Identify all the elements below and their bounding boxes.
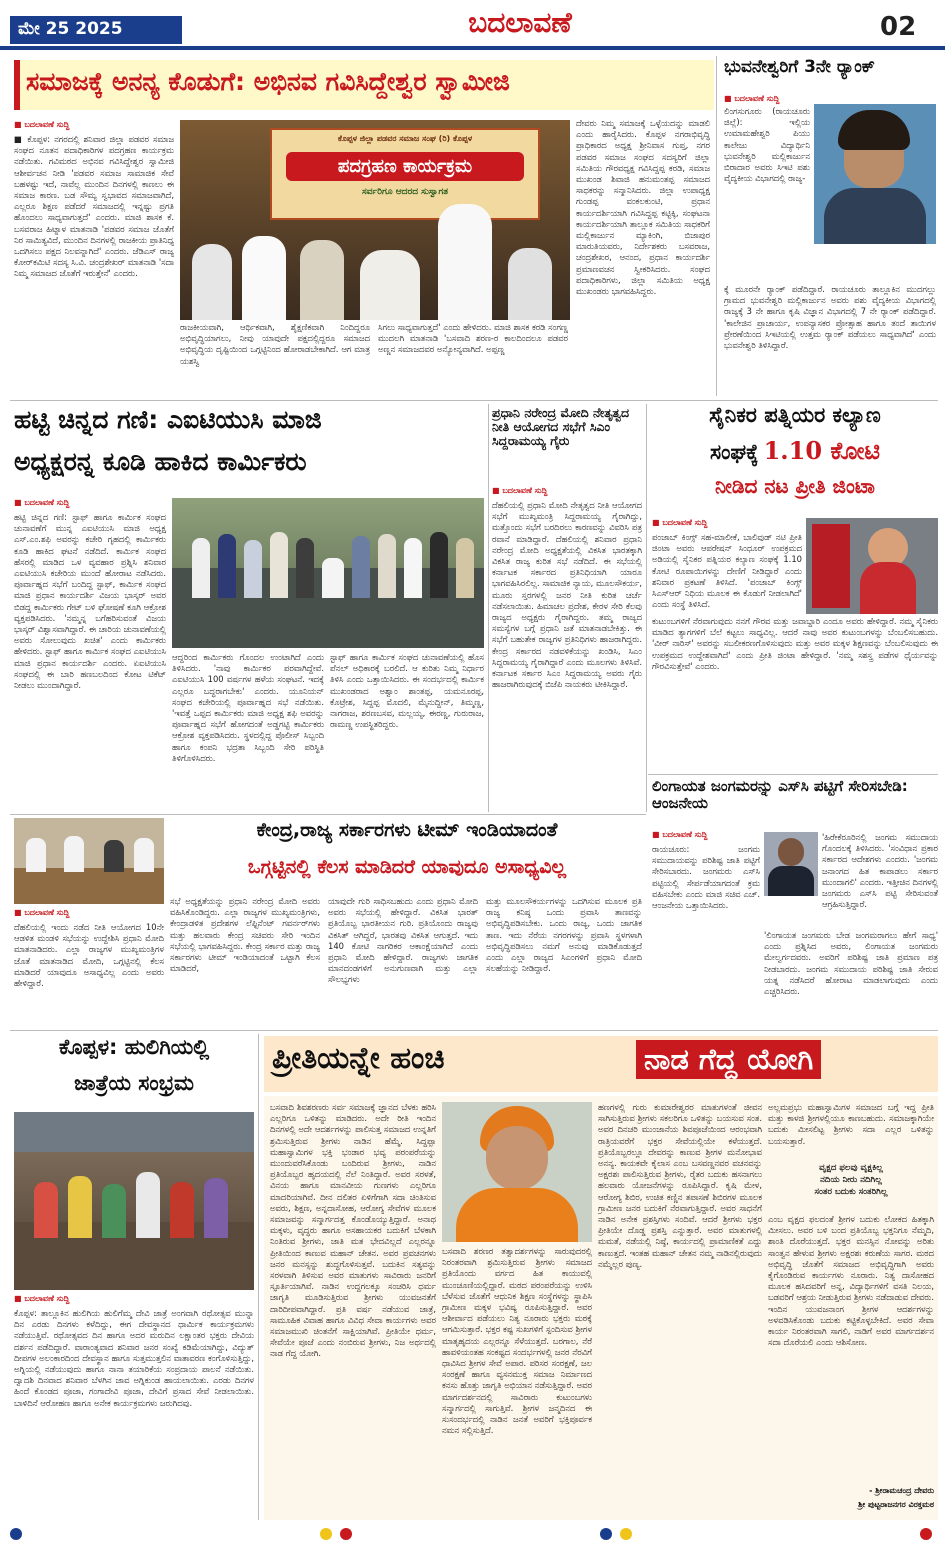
photo-banner-sub: ಸರ್ವರಿಗೂ ಆದರದ ಸುಸ್ವಾಗತ bbox=[361, 187, 449, 197]
story5-headline-1: ಸೈನಿಕರ ಪತ್ನಿಯರ ಕಲ್ಯಾಣ bbox=[709, 403, 881, 427]
story5-photo bbox=[806, 518, 938, 614]
story2-photo bbox=[814, 104, 936, 244]
masthead-rule bbox=[0, 46, 945, 50]
story1-col1: ■ ಕೊಪ್ಪಳ: ನಗರದಲ್ಲಿ ಶನಿವಾರ ಜಿಲ್ಲಾ ಪಡವರ ಸಮಾಜ ಸಂಘದ ನೂತನ ಪದಾಧಿಕಾರಿಗಳ ಪದಗ್ರಹಣ ಕಾರ್ಯಕ್ರಮ ನಡೆಯಿತು. ಗವಿಮಠದ ಅಭಿನವ ಗವಿಸಿದ್ದೇಶ್ವರ ಸ್ವಾಮೀಜಿ ಆಶೀರ್ವಚನ ನೀಡಿ 'ಪಡವರ ಸಮಾಜ ಸಾಮಾಜಿಕ ಸೇವೆ ಬಹಳಷ್ಟು ಇದೆ, ನಾವೆಲ್ಲ ಮುಂದಿನ ದಿನಗಳಲ್ಲಿ ಕಾಣಲು ಈ ಸಮಾಜ ಕಾರಣ. ಬಡ ಸೌಮ್ಯ ಸ್ವಭಾವದ ಸಮಾಜವಾಗಿದೆ, ಎಲ್ಲರೂ ಶಿಕ್ಷಣ ಪಡೆದರೆ ಸಮಾಜದಲ್ಲಿ ಇನ್ನಷ್ಟು ಪ್ರಗತಿ ಹೊಂದಲು ಸಾಧ್ಯವಾಗುತ್ತದೆ' ಎಂದರು. ಮಾಜಿ ಶಾಸಕ ಕೆ. ಬಸವರಾಜ ಹಿಟ್ನಾಳ ಮಾತನಾಡಿ 'ಪಡವರ ಸಮಾಜ ಜೊತೆಗೆ ನಿರ ಸಾಮಿತ್ಯವಿದೆ, ಮುಂದಿನ ದಿನಗಳಲ್ಲಿ ರಾಜಕೀಯ ಪ್ರಾತಿನಿಧ್ಯ ಒದಗಿಸಲು ಪಕ್ಷದ ನಿಲವನ್ನಾಗಿದೆ' ಎಂದರು. ಜೆಡಿಎಸ್ ರಾಜ್ಯ ಕೋರ್‌ಕಮಿಟಿ ಸದಸ್ಯ ಸಿ.ವಿ. ಚಂದ್ರಶೇಖರ್ ಮಾತನಾಡಿ 'ಸದಾ ನಿಮ್ಮ ಸಮಾಜದ ಜೊತೆಗೆ ಇರುತ್ತೇನೆ' ಎಂದರು. bbox=[14, 134, 174, 279]
issue-date: ಮೇ 25 2025 bbox=[10, 16, 182, 44]
photo-banner-toptext: ಕೊಪ್ಪಳ ಜಿಲ್ಲಾ ಪಡವರ ಸಮಾಜ ಸಂಘ (ರಿ) ಕೊಪ್ಪಳ bbox=[337, 134, 473, 143]
story1-under-b: ಸಿಗಲು ಸಾಧ್ಯವಾಗುತ್ತದೆ' ಎಂದು ಹೇಳಿದರು. ಮಾಜಿ ಶಾಸಕ ಕರಡಿ ಸಂಗಣ್ಣ ಮುದಲಗಿ ಮಾತನಾಡಿ 'ಬಸವಾದಿ ಶರಣ-ರ ಕಾಲದಿಂದಲೂ ಪಡವರ ಅಣ್ಣನ ಸಮಾಜದವರ ಅನ್ಯೋನ್ಯವಾಗಿದೆ. ಅಪ್ಪಣ್ಣ bbox=[378, 322, 568, 355]
story9-col3: ಹಣಗಳಲ್ಲಿ ಗುರು ಕುಮಾರೇಶ್ವರರ ಮಾತುಗಳಂತೆ ಜೀವನ ಸಾಗಿಸುತ್ತಿರುವ ಶ್ರೀಗಳು ಸಕಲರಿಗೂ ಒಳಿತನ್ನು ಬಯಸುವ ಸಂತ. ಅವರ ದಿನಚರಿ ಮುಂಜಾನೆಯ ಶಿವಪೂಜೆಯಿಂದ ಆರಂಭವಾಗಿ ರಾತ್ರಿಯವರೆಗೆ ಭಕ್ತರ ಸೇವೆಯಲ್ಲಿಯೇ ಕಳೆಯುತ್ತದೆ. ಪ್ರತಿಯೊಬ್ಬರಲ್ಲೂ ದೇವರನ್ನು ಕಾಣುವ ಶ್ರೀಗಳ ಮನೋಭಾವ ಅನನ್ಯ. ಕಾಯಕವೇ ಕೈಲಾಸ ಎಂಬ ಬಸವಣ್ಣನವರ ವಚನವನ್ನು ಅಕ್ಷರಶಃ ಪಾಲಿಸುತ್ತಿರುವ ಶ್ರೀಗಳು, ರೈತರ ಬದುಕು ಹಸನಾಗಲು ಹಲವಾರು ಯೋಜನೆಗಳನ್ನು ರೂಪಿಸಿದ್ದಾರೆ. ಕೃಷಿ ಮೇಳ, ಆರೋಗ್ಯ ಶಿಬಿರ, ಉಚಿತ ಕಣ್ಣಿನ ತಪಾಸಣೆ ಶಿಬಿರಗಳ ಮೂಲಕ ಗ್ರಾಮೀಣ ಜನರ ಬದುಕಿಗೆ ನೆರವಾಗುತ್ತಿದ್ದಾರೆ. ಅವರ ಸಾಧನೆಗೆ ನಾಡಿನ ಅನೇಕ ಪ್ರಶಸ್ತಿಗಳು ಸಂದಿವೆ. ಆದರೆ ಶ್ರೀಗಳು ಭಕ್ತರ ಪ್ರೀತಿಯೇ ದೊಡ್ಡ ಪ್ರಶಸ್ತಿ ಎನ್ನುತ್ತಾರೆ. ಅವರ ಮಾತುಗಳಲ್ಲಿ ಮಮತೆ, ನಡೆಯಲ್ಲಿ ನಿಷ್ಠೆ, ಕಾರ್ಯದಲ್ಲಿ ಪ್ರಾಮಾಣಿಕತೆ ಎದ್ದು ಕಾಣುತ್ತದೆ. ಇಂತಹ ಮಹಾನ್ ಚೇತನ ನಮ್ಮ ನಾಡಿನಲ್ಲಿರುವುದು ನಮ್ಮೆಲ್ಲರ ಪುಣ್ಯ. bbox=[598, 1102, 762, 1269]
divider bbox=[10, 1030, 938, 1031]
story9-headline bbox=[264, 1036, 938, 1092]
story9-headline-b: ನಾಡ ಗೆದ್ದ ಯೋಗಿ bbox=[636, 1040, 821, 1079]
story6-body-right: 'ಹಿರೇಕೆರೂರಿನಲ್ಲಿ ಜಂಗಮ ಸಮುದಾಯ ಗೊಂದಲಕ್ಕೆ ತಿಳಿಸಿದರು. 'ಸಂವಿಧಾನ ಪ್ರಕಾರ ಸರ್ಕಾರದ ಆದೇಶಗಳು ಎಂದರು. 'ಜಂಗಮ ಜನಾಂಗದ ಹಿತ ಕಾಪಾಡಲು ಸರ್ಕಾರ ಮುಂದಾಗಲಿ' ಎಂದರು. ಇತ್ತೀಚಿನ ದಿನಗಳಲ್ಲಿ ಜಂಗಮರು ಎಸ್‌ಸಿ ಪಟ್ಟಿ ಸೇರಿಸುವಂತೆ ಆಗ್ರಹಿಸುತ್ತಿದ್ದಾರೆ. bbox=[822, 832, 938, 910]
story6-photo bbox=[764, 832, 818, 896]
story5-body-top: ಪಂಜಾಬ್ ಕಿಂಗ್ಸ್ ಸಹ-ಮಾಲೀಕೆ, ಬಾಲಿವುಡ್ ನಟಿ ಪ್ರೀತಿ ಜಿಂಟಾ ಅವರು ಆಪರೇಷನ್ ಸಿಂಧೂರ್ ಉಪಕ್ರಮದ ಅಡಿಯಲ್ಲಿ ಸೈನಿಕರ ಪತ್ನಿಯರ ಕಲ್ಯಾಣ ಸಂಘಕ್ಕೆ 1.10 ಕೋಟಿ ರೂಪಾಯಿಗಳನ್ನು ದೇಣಿಗೆ ನೀಡಿದ್ದಾರೆ ಎಂದು ಶನಿವಾರ ಪ್ರಕಟಣೆ ತಿಳಿಸಿದೆ. 'ಪಂಜಾಬ್ ಕಿಂಗ್ಸ್ ಸಿಎಸ್‌ಆರ್ ನಿಧಿಯ ಮೂಲಕ ಈ ಕೊಡುಗೆ ನೀಡಲಾಗಿದೆ' ಎಂದು ಸಂಸ್ಥೆ ತಿಳಿಸಿದೆ. bbox=[652, 532, 802, 610]
story7-col4: ಮತ್ತು ಮೂಲಸೌಕರ್ಯಗಳನ್ನು ಒದಗಿಸುವ ಮೂಲಕ ಪ್ರತಿ ರಾಜ್ಯ ಕನಿಷ್ಠ ಒಂದು ಪ್ರವಾಸಿ ತಾಣವನ್ನು ಅಭಿವೃದ್ಧಿಪಡಿಸಬೇಕು. ಒಂದು ರಾಜ್ಯ, ಒಂದು ಜಾಗತಿಕ ತಾಣ. ಇದು ನೆರೆಯ ನಗರಗಳನ್ನು ಪ್ರವಾಸಿ ಸ್ಥಳಗಳಾಗಿ ಅಭಿವೃದ್ಧಿಪಡಿಸಲು ನಮಗೆ ಅನುವು ಮಾಡಿಕೊಡುತ್ತದೆ ಎಂದು ಎಲ್ಲಾ ರಾಜ್ಯದ ಸಿಎಂಗಳಿಗೆ ಪ್ರಧಾನಿ ಮೋದಿ ಸಲಹೆಯನ್ನು ನೀಡಿದ್ದಾರೆ. bbox=[486, 896, 642, 974]
story1-photo bbox=[180, 120, 570, 320]
story2-headline: ಭುವನೇಶ್ವರಿಗೆ 3ನೇ ರ್‍ಯಾಂಕ್ bbox=[724, 57, 875, 77]
story6-body-left: ರಾಯಚೂರು: ಜಂಗಮ ಸಮುದಾಯವನ್ನು ಪರಿಶಿಷ್ಟ ಜಾತಿ ಪಟ್ಟಿಗೆ ಸೇರಿಸಬಾರದು. ಜಂಗಮರು ಎಸ್‌ಸಿ ಪಟ್ಟಿಯಲ್ಲಿ ಸೇರ್ಪಡೆಯಾಗದಂತೆ ಕ್ರಮ ವಹಿಸಬೇಕು ಎಂದು ಮಾಜಿ ಸಚಿವ ಎಚ್. ಆಂಜನೇಯ ಒತ್ತಾಯಿಸಿದರು. bbox=[652, 844, 760, 911]
story5-headline-2a: ಸಂಘಕ್ಕೆ bbox=[709, 440, 759, 464]
story8-headline-1: ಕೊಪ್ಪಳ: ಹುಲಿಗಿಯಲ್ಲಿ bbox=[58, 1035, 210, 1059]
story1-under-a: ರಾಜಕೀಯವಾಗಿ, ಆರ್ಥಿಕವಾಗಿ, ಶೈಕ್ಷಣಿಕವಾಗಿ ನಿಂದಿದ್ದರೂ ಅಭಿವೃದ್ಧಿಯಾಗಲು, ನೀವು ಯಾವುದೇ ಪಕ್ಷದಲ್ಲಿದ್ದರೂ ಸಮಾಜದ ಅಭಿವೃದ್ಧಿಯ ದೃಷ್ಟಿಯಿಂದ ಒಗ್ಗಟ್ಟಿನಿಂದ ಹೋರಾಡಬೇಕಾಗಿದೆ. ಆಗ ಮಾತ್ರ ಯಶಸ್ವಿ bbox=[180, 322, 370, 366]
story3-headline-2: ಅಧ್ಯಕ್ಷರನ್ನ ಕೂಡಿ ಹಾಕಿದ ಕಾರ್ಮಿಕರು bbox=[14, 447, 307, 476]
story9-col1: ಬಸವಾದಿ ಶಿವಶರಣರು ಸರ್ವ ಸಮಾಜಕ್ಕೆ ಜ್ಞಾನದ ಬೆಳಕು ಹರಿಸಿ ಎಲ್ಲರಿಗೂ ಒಳಿತನ್ನು ಮಾಡಿದರು. ಅದೇ ರೀತಿ ಇಂದಿನ ದಿನಗಳಲ್ಲಿ ಅದೇ ಆದರ್ಶಗಳನ್ನು ಪಾಲಿಸುತ್ತ ಸಮಾಜದ ಉನ್ನತಿಗೆ ಶ್ರಮಿಸುತ್ತಿರುವ ಶ್ರೀಗಳು ನಾಡಿನ ಹೆಮ್ಮೆ. ಸಿದ್ದಪ್ಪಾ ಮಹಾಸ್ವಾಮಿಗಳ ಭಕ್ತಿ ಭಂಡಾರ ಭವ್ಯ ಪರಂಪರೆಯನ್ನು ಮುಂದುವರೆಸಿಕೊಂಡು ಬಂದಿರುವ ಶ್ರೀಗಳು, ನಾಡಿನ ಪ್ರತಿಯೊಬ್ಬರ ಹೃದಯದಲ್ಲಿ ನೆಲೆ ನಿಂತಿದ್ದಾರೆ. ಅವರ ಸರಳತೆ, ವಿನಯ ಹಾಗೂ ಮಾನವೀಯ ಗುಣಗಳು ಎಲ್ಲರಿಗೂ ಮಾದರಿಯಾಗಿವೆ. ದೀನ ದಲಿತರ ಏಳಿಗೆಗಾಗಿ ಸದಾ ಚಿಂತಿಸುವ ಅವರು, ಶಿಕ್ಷಣ, ಅನ್ನದಾಸೋಹ, ಆರೋಗ್ಯ ಸೇವೆಗಳ ಮೂಲಕ ಸಮಾಜವನ್ನು ಸನ್ಮಾರ್ಗದತ್ತ ಕೊಂಡೊಯ್ಯುತ್ತಿದ್ದಾರೆ. ಅನಾಥ ಮಕ್ಕಳು, ವೃದ್ಧರು ಹಾಗೂ ಅಸಹಾಯಕರ ಬದುಕಿಗೆ ಬೆಳಕಾಗಿ ನಿಂತಿರುವ ಶ್ರೀಗಳು, ಜಾತಿ ಮತ ಭೇದವಿಲ್ಲದೆ ಎಲ್ಲರನ್ನೂ ಪ್ರೀತಿಯಿಂದ ಕಾಣುವ ಮಹಾನ್ ಚೇತನ. ಅವರ ಪ್ರವಚನಗಳು ಜನರ ಮನಸ್ಸನ್ನು ಶುದ್ಧಗೊಳಿಸುತ್ತವೆ. ಬದುಕಿನ ಸತ್ಯವನ್ನು ಸರಳವಾಗಿ ತಿಳಿಸುವ ಅವರ ಮಾತುಗಳು ಸಾವಿರಾರು ಜನರಿಗೆ ಸ್ಫೂರ್ತಿಯಾಗಿವೆ. ನಾಡಿನ ಉದ್ದಗಲಕ್ಕೂ ಸಂಚರಿಸಿ ಧರ್ಮ ಜಾಗೃತಿ ಮೂಡಿಸುತ್ತಿರುವ ಶ್ರೀಗಳು ಯುವಜನತೆಗೆ ದಾರಿದೀಪವಾಗಿದ್ದಾರೆ. ಪ್ರತಿ ವರ್ಷ ನಡೆಯುವ ಜಾತ್ರೆ, ಸಾಮೂಹಿಕ ವಿವಾಹ ಹಾಗೂ ವಿವಿಧ ಸೇವಾ ಕಾರ್ಯಗಳು ಅವರ ಸಮಾಜಮುಖಿ ಚಿಂತನೆಗೆ ಸಾಕ್ಷಿಯಾಗಿವೆ. ಪ್ರೀತಿಯೇ ಧರ್ಮ, ಸೇವೆಯೇ ಪೂಜೆ ಎಂದು ನಂಬಿರುವ ಶ್ರೀಗಳು, ನಿಜ ಅರ್ಥದಲ್ಲಿ ನಾಡ ಗೆದ್ದ ಯೋಗಿ. bbox=[270, 1102, 436, 1359]
story9-col4: ಅಲ್ಲಮಪ್ರಭು ಮಹಾಸ್ವಾಮಿಗಳ ಸಮಾಜದ ಬಗ್ಗೆ ಇದ್ದ ಪ್ರೀತಿ ಮತ್ತು ಕಾಳಜಿ ಶ್ರೀಗಳಲ್ಲಿಯೂ ಕಾಣಬಹುದು. ಸಮಾಜಕ್ಕಾಗಿಯೇ ಬದುಕು ಮೀಸಲಿಟ್ಟ ಶ್ರೀಗಳು ಸದಾ ಎಲ್ಲರ ಒಳಿತನ್ನು ಬಯಸುತ್ತಾರೆ. bbox=[768, 1102, 934, 1146]
story5-headline-3: ನೀಡಿದ ನಟ ಪ್ರೀತಿ ಜಿಂಟಾ bbox=[715, 474, 875, 498]
story4-headline: ಪ್ರಧಾನಿ ನರೇಂದ್ರ ಮೋದಿ ನೇತೃತ್ವದ ನೀತಿ ಆಯೋಗದ ಸಭೆಗೆ ಸಿಎಂ ಸಿದ್ದರಾಮಯ್ಯ ಗೈರು bbox=[492, 405, 630, 448]
divider bbox=[648, 774, 938, 775]
divider bbox=[488, 404, 489, 812]
story3-photo bbox=[172, 498, 484, 648]
story7-headline-2: ಒಗ್ಗಟ್ಟಿನಲ್ಲಿ ಕೆಲಸ ಮಾಡಿದರೆ ಯಾವುದೂ ಅಸಾಧ್ಯವಿಲ್ಲ bbox=[247, 856, 567, 878]
story6-headline: ಲಿಂಗಾಯತ ಜಂಗಮರನ್ನು ಎಸ್‌ಸಿ ಪಟ್ಟಿಗೆ ಸೇರಿಸಬೇಡಿ: ಆಂಜನೇಯ bbox=[652, 777, 908, 812]
story5-headline-2 bbox=[652, 436, 938, 470]
story9-sign-1: - ಶ್ರೀರಾಮಚಂದ್ರ ದೇವರು bbox=[869, 1486, 934, 1495]
story2-body-rest: ಕ್ಕೆ ಮೂರನೇ ರ್‍ಯಾಂಕ್ ಪಡೆದಿದ್ದಾರೆ. ರಾಯಚೂರು ತಾಲ್ಲೂಕಿನ ಮುದಗಲ್ಲು ಗ್ರಾಮದ ಭುವನೇಶ್ವರಿ ಮಲ್ಲಿಕಾರ್ಜುನ ಅವರು ಪಶು ವೈದ್ಯಕೀಯ ವಿಭಾಗದಲ್ಲಿ ರಾಜ್ಯಕ್ಕೆ 3 ನೇ ಹಾಗೂ ಕೃಷಿ ವಿಜ್ಞಾನ ವಿಭಾಗದಲ್ಲಿ 7 ನೇ ರ್‍ಯಾಂಕ್ ಪಡೆದಿದ್ದಾರೆ. 'ಕಾಲೇಜಿನ ಪ್ರಾಚಾರ್ಯ, ಉಪನ್ಯಾಸಕರ ಪ್ರೋತ್ಸಾಹ ಹಾಗೂ ತಂದೆ ತಾಯಿಗಳ ಪ್ರೇರಣೆಯಿಂದ ಸಿಇಟಿಯಲ್ಲಿ ಉತ್ತಮ ರ್‍ಯಾಂಕ್ ಪಡೆಯಲು ಸಾಧ್ಯವಾಗಿದೆ' ಎಂದು ಭುವನೇಶ್ವರಿ ತಿಳಿಸಿದ್ದಾರೆ. bbox=[724, 284, 936, 351]
story9-sign-2: ಶ್ರೀ ಪುಟ್ಟರಾಜನಗರ ವಿರಕ್ತಮಠ bbox=[858, 1500, 934, 1509]
divider bbox=[10, 814, 646, 815]
divider bbox=[10, 400, 938, 401]
story2-body-left: ಲಿಂಗಸುಗೂರು (ರಾಯಚೂರು ಜಿಲ್ಲೆ): ಇಲ್ಲಿಯ ಉಮಾಮಹೇಶ್ವರಿ ಪಿಯು ಕಾಲೇಜು ವಿದ್ಯಾರ್ಥಿನಿ ಭುವನೇಶ್ವರಿ ಮಲ್ಲಿಕಾರ್ಜುನ ಬಿರಾದಾರ ಅವರು ಸಿಇಟಿ ಪಶು ವೈದ್ಯಕೀಯ ವಿಭಾಗದಲ್ಲಿ ರಾಜ್ಯ- bbox=[724, 106, 810, 184]
story4-byline: ■ ಬದಲಾವಣೆ ಸುದ್ದಿ bbox=[492, 486, 548, 495]
story6-byline: ■ ಬದಲಾವಣೆ ಸುದ್ದಿ bbox=[652, 830, 708, 839]
story1-byline: ■ ಬದಲಾವಣೆ ಸುದ್ದಿ bbox=[14, 120, 70, 129]
story3-under-a: ಆದ್ದರಿಂದ ಕಾರ್ಮಿಕರು ಗೊಂದಲ ಉಂಟಾಗಿದೆ ಎಂದು ತಿಳಿಸಿದರು. 'ನಾವು ಕಾರ್ಮಿಕರ ಪರವಾಗಿದ್ದೇವೆ. ಎಐಟಿಯುಸಿ 100 ವರ್ಷಗಳ ಹಳೆಯ ಸಂಘಟನೆ. ಇದಕ್ಕೆ ಎಲ್ಲರೂ ಬದ್ಧರಾಗಬೇಕು' ಎಂದರು. ಯೂನಿಯನ್ ಸಂಘದ ಕಚೇರಿಯಲ್ಲಿ ಪೂರ್ವಾಹ್ನದ ಸಭೆ ನಡೆಯಿತು. 'ಇವತ್ತೆ ಒಪ್ಪದ ಕಾರ್ಮಿಕರು ಮಾಜಿ ಅಧ್ಯಕ್ಷ ಶಫಿ ಅವರನ್ನು ಪೂರ್ವಾಹ್ನದ ಸಭೆಗೆ ಹೋಗದಂತೆ ಅಡ್ಡಗಟ್ಟಿ ಕಾರ್ಮಿಕರು ಆಕ್ರೋಶ ವ್ಯಕ್ತಪಡಿಸಿದರು. ಸ್ಥಳದಲ್ಲಿದ್ದ ಪೊಲೀಸ್ ಸಿಬ್ಬಂದಿ ಹಾಗೂ ಕಂಪನಿ ಭದ್ರತಾ ಸಿಬ್ಬಂದಿ ಸೇರಿ ಪರಿಸ್ಥಿತಿ ತಿಳಿಗೊಳಿಸಿದರು. bbox=[172, 652, 324, 763]
story5-amount: 1.10 ಕೋಟಿ bbox=[763, 436, 881, 465]
story5-byline: ■ ಬದಲಾವಣೆ ಸುದ್ದಿ bbox=[652, 518, 708, 527]
story9-col4b: ಎಂಬ ವೃಕ್ಷದ ಫಲದಂತೆ ಶ್ರೀಗಳ ಬದುಕು ಲೋಕದ ಹಿತಕ್ಕಾಗಿ ಮೀಸಲು. ಅವರ ಬಳಿ ಬಂದ ಪ್ರತಿಯೊಬ್ಬ ಭಕ್ತನಿಗೂ ನೆಮ್ಮದಿ, ಶಾಂತಿ ದೊರೆಯುತ್ತದೆ. ಭಕ್ತರ ಮನಸ್ಸಿನ ನೋವನ್ನು ಅರಿತು ಸಾಂತ್ವನ ಹೇಳುವ ಶ್ರೀಗಳು ಅಕ್ಷರಶಃ ಕರುಣೆಯ ಸಾಗರ. ಮಠದ ಅಭಿವೃದ್ಧಿ ಜೊತೆಗೆ ಸಮಾಜದ ಅಭಿವೃದ್ಧಿಗಾಗಿ ಅವರು ಕೈಗೊಂಡಿರುವ ಕಾರ್ಯಗಳು ನೂರಾರು. ನಿತ್ಯ ದಾಸೋಹದ ಮೂಲಕ ಹಸಿದವರಿಗೆ ಅನ್ನ, ವಿದ್ಯಾರ್ಥಿಗಳಿಗೆ ವಸತಿ ನಿಲಯ, ಬಡವರಿಗೆ ಆಶ್ರಯ ನೀಡುತ್ತಿರುವ ಶ್ರೀಗಳು ನಡೆದಾಡುವ ದೇವರು. ಇಂದಿನ ಯುವಜನಾಂಗ ಶ್ರೀಗಳ ಆದರ್ಶಗಳನ್ನು ಅಳವಡಿಸಿಕೊಂಡು ಬದುಕು ಕಟ್ಟಿಕೊಳ್ಳಬೇಕಿದೆ. ಅವರ ಸೇವಾ ಕಾರ್ಯ ನಿರಂತರವಾಗಿ ಸಾಗಲಿ, ನಾಡಿಗೆ ಅವರ ಮಾರ್ಗದರ್ಶನ ಸದಾ ದೊರೆಯಲಿ ಎಂದು ಆಶಿಸೋಣ. bbox=[768, 1214, 934, 1348]
story8-photo bbox=[14, 1112, 254, 1290]
story7-headline-1: ಕೇಂದ್ರ,ರಾಜ್ಯ ಸರ್ಕಾರಗಳು ಟೀಮ್ ಇಂಡಿಯಾದಂತೆ bbox=[256, 819, 558, 841]
story7-col1: ದೆಹಲಿಯಲ್ಲಿ ಇಂದು ನಡೆದ ನೀತಿ ಆಯೋಗದ 10ನೇ ಆಡಳಿತ ಮಂಡಳಿ ಸಭೆಯನ್ನು ಉದ್ದೇಶಿಸಿ ಪ್ರಧಾನಿ ಮೋದಿ ಮಾತನಾಡಿದರು. ಎಲ್ಲಾ ರಾಜ್ಯಗಳ ಮುಖ್ಯಮಂತ್ರಿಗಳ ಜೊತೆ ಮಾತನಾಡಿದ ಮೋದಿ, ಒಗ್ಗಟ್ಟಿನಲ್ಲಿ ಕೆಲಸ ಮಾಡಿದರೆ ಯಾವುದೂ ಅಸಾಧ್ಯವಿಲ್ಲ ಎಂದು ಅವರು ಹೇಳಿದ್ದಾರೆ. bbox=[14, 922, 164, 989]
story6-body-bottom: 'ಲಿಂಗಾಯತ ಜಂಗಮರು ಬೇಡ ಜಂಗಮರಾಗಲು ಹೇಗೆ ಸಾಧ್ಯ' ಎಂದು ಪ್ರಶ್ನಿಸಿದ ಅವರು, ಲಿಂಗಾಯತ ಜಂಗಮರು ಮೇಲ್ವರ್ಗದವರು. ಅವರಿಗೆ ಪರಿಶಿಷ್ಟ ಜಾತಿ ಪ್ರಮಾಣ ಪತ್ರ ನೀಡಬಾರದು. ಜಂಗಮ ಸಮುದಾಯ ಪರಿಶಿಷ್ಟ ಜಾತಿ ಸೇರುವ ಯತ್ನ ನಡೆಸಿದರೆ ಹೋರಾಟ ಮಾಡಲಾಗುವುದು ಎಂದು ಎಚ್ಚರಿಸಿದರು. bbox=[764, 930, 938, 997]
footer-marks bbox=[0, 1524, 945, 1542]
story1-headline: ಸಮಾಜಕ್ಕೆ ಅನನ್ಯ ಕೊಡುಗೆ: ಅಭಿನವ ಗವಿಸಿದ್ದೇಶ್ವರ ಸ್ವಾಮೀಜಿ bbox=[14, 60, 714, 110]
story7-col2: ಸಭೆ ಅಧ್ಯಕ್ಷತೆಯನ್ನು ಪ್ರಧಾನಿ ನರೇಂದ್ರ ಮೋದಿ ಅವರು ವಹಿಸಿಕೊಂಡಿದ್ದರು. ಎಲ್ಲಾ ರಾಜ್ಯಗಳ ಮುಖ್ಯಮಂತ್ರಿಗಳು, ಕೇಂದ್ರಾಡಳಿತ ಪ್ರದೇಶಗಳ ಲೆಫ್ಟಿನೆಂಟ್ ಗವರ್ನರ್‌ಗಳು ಮತ್ತು ಹಲವಾರು ಕೇಂದ್ರ ಸಚಿವರು ಸೇರಿ ಇಂದಿನ ಸಭೆಯಲ್ಲಿ ಭಾಗವಹಿಸಿದ್ದರು. ಕೇಂದ್ರ ಸರ್ಕಾರ ಮತ್ತು ರಾಜ್ಯ ಸರ್ಕಾರಗಳು ಟೀಮ್ ಇಂಡಿಯಾದಂತೆ ಒಟ್ಟಾಗಿ ಕೆಲಸ ಮಾಡಿದರೆ, bbox=[170, 896, 320, 974]
story4-body: ದೆಹಲಿಯಲ್ಲಿ ಪ್ರಧಾನಿ ಮೋದಿ ನೇತೃತ್ವದ ನೀತಿ ಆಯೋಗದ ಸಭೆಗೆ ಮುಖ್ಯಮಂತ್ರಿ ಸಿದ್ದರಾಮಯ್ಯ ಗೈರಾಗಿದ್ದು, ಮತ್ತೊಂದು ಸಭೆಗೆ ಬರದಿರಲು ಕಾರಣವನ್ನು ವಿವರಿಸಿ ಪತ್ರ ರವಾನೆ ಮಾಡಿದ್ದಾರೆ. ದೆಹಲಿಯಲ್ಲಿ ಶನಿವಾರ ಪ್ರಧಾನಿ ನರೇಂದ್ರ ಮೋದಿ ಅಧ್ಯಕ್ಷತೆಯಲ್ಲಿ ವಿಕಸಿತ ಭಾರತಕ್ಕಾಗಿ ವಿಕಸಿತ ರಾಜ್ಯ ಕುರಿತ ಸಭೆ ನಡೆದಿದೆ. ಈ ಸಭೆಯಲ್ಲಿ ಕರ್ನಾಟಕ ಸರ್ಕಾರದ ಪ್ರತಿನಿಧಿಯಾಗಿ ಯಾರೂ ಭಾಗವಹಿಸಿರಲಿಲ್ಲ. ಸಾಮಾಜಿಕ ನ್ಯಾಯ, ಮೂಲಸೌಕರ್ಯ, ಮೂರು ಸ್ತರಗಳಲ್ಲಿ ಜನರ ನೀತಿ ಕುರಿತ ಚರ್ಚೆ ನಡೆಸಲಾಯಿತು. ಹಿಮಾಚಲ ಪ್ರದೇಶ, ಕೇರಳ ಸೇರಿ ಕೆಲವು ರಾಜ್ಯದ ಅಧ್ಯಕ್ಷರು ಗೈರಾಗಿದ್ದರು. ತಮ್ಮ ರಾಜ್ಯದ ಸಮಸ್ಯೆಗಳ ಬಗ್ಗೆ ಪ್ರಧಾನಿ ಜತೆ ಮಾತನಾಡಬೇಕಿತ್ತು. ಈ ಸಭೆಗೆ ಬಹುತೇಕ ರಾಜ್ಯಗಳ ಪ್ರತಿನಿಧಿಗಳು ಹಾಜರಾಗಿದ್ದರು. ಕೇಂದ್ರ ಸರ್ಕಾರದ ನಡವಳಿಕೆಯನ್ನು ಖಂಡಿಸಿ, ಸಿಎಂ ಸಿದ್ದರಾಮಯ್ಯ ಗೈರಾಗಿದ್ದಾರೆ ಎಂದು ಮೂಲಗಳು ತಿಳಿಸಿವೆ. ಕರ್ನಾಟಕ ಸರ್ಕಾರ ಸಿಎಂ ಸಿದ್ದರಾಮಯ್ಯ ಅವರು ಗೈರು ಹಾಜರಾಗಿರುವುದಕ್ಕೆ ಬಿಜೆಪಿ ನಾಯಕರು ಟೀಕಿಸಿದ್ದಾರೆ. bbox=[492, 500, 642, 690]
story9-poem: ವೃಕ್ಷದ ಫಲವು ವೃಕ್ಷಕಿಲ್ಲ ನದಿಯ ನೀರು ನದಿಗಿಲ್ಲ ಸಂತರ ಬದುಕು ಸಂತರಿಗಿಲ್ಲ bbox=[814, 1163, 888, 1197]
story7-photo bbox=[14, 818, 164, 904]
story8-byline: ■ ಬದಲಾವಣೆ ಸುದ್ದಿ bbox=[14, 1294, 70, 1303]
photo-people-row bbox=[180, 230, 570, 320]
story7-col3: ಯಾವುದೇ ಗುರಿ ಸಾಧಿಸಬಹುದು ಎಂದು ಪ್ರಧಾನಿ ಮೋದಿ ಅವರು ಸಭೆಯಲ್ಲಿ ಹೇಳಿದ್ದಾರೆ. ವಿಕಸಿತ ಭಾರತ್ ಪ್ರತಿಯೊಬ್ಬ ಭಾರತೀಯನ ಗುರಿ. ಪ್ರತಿಯೊಂದು ರಾಜ್ಯವು ವಿಕಸಿತ್ ಆಗಿದ್ದರೆ, ಭಾರತವು ವಿಕಸಿತ ಆಗುತ್ತದೆ. ಇದು 140 ಕೋಟಿ ನಾಗರಿಕರ ಆಕಾಂಕ್ಷೆಯಾಗಿದೆ ಎಂದು ಪ್ರಧಾನಿ ಮೋದಿ ಹೇಳಿದ್ದಾರೆ. ರಾಜ್ಯಗಳು ಜಾಗತಿಕ ಮಾನದಂಡಗಳಿಗೆ ಅನುಗುಣವಾಗಿ ಮತ್ತು ಎಲ್ಲಾ ಸೌಲಭ್ಯಗಳು bbox=[328, 896, 478, 985]
story1-col3: ದೇವರು ನಿಮ್ಮ ಸಮಾಜಕ್ಕೆ ಒಳ್ಳೆಯದನ್ನು ಮಾಡಲಿ ಎಂದು ಹಾರೈಸಿದರು. ಕೊಪ್ಪಳ ನಗರಾಭಿವೃದ್ಧಿ ಪ್ರಾಧಿಕಾರದ ಅಧ್ಯಕ್ಷ ಶ್ರೀನಿವಾಸ ಗುಪ್ತ, ನಗರ ಪಡವರ ಸಮಾಜ ಸಂಘದ ಸದಸ್ಯರಿಗೆ ಜಿಲ್ಲಾ ಸಮಿತಿಯ ಗೌರವಧ್ಯಕ್ಷ ಗವಿಸಿದ್ದಪ್ಪ ಕರಡಿ, ಸಮಾಜ ಮುಖಂಡ ಶಿವಾಜಿ ಹನುಮಂತಪ್ಪ ಸಮಾಜದ ಸಾಧಕರನ್ನು ಸನ್ಮಾನಿಸಿದರು. ಜಿಲ್ಲಾ ಉಪಾಧ್ಯಕ್ಷ ಗುಂಡಪ್ಪ ವಂಕಲಕುಂಟಿ, ಪ್ರಧಾನ ಕಾರ್ಯದರ್ಶಿಯಾಗಿ ಗವಿಸಿದ್ದಪ್ಪ ಕಟ್ಟಿಕ್ಕಿ, ಸಂಘಟನಾ ಕಾರ್ಯದರ್ಶಿಯಾಗಿ ತಾಲ್ಲೂಕ ಸಮಿತಿಯ ಸಾಧಕರಿಗೆ ಮಲ್ಲಿಕಾರ್ಜುನ ಮ್ಯಾಕಿಂಗಿ, ಬಿಜಾಪುರ ಮಾರುತಿಯವರು, ನಿರ್ದೇಶಕರು ಬಸವರಾಜ, ಚಂದ್ರಶೇಖರ, ಆನಂದ, ಪ್ರಧಾನ ಕಾರ್ಯದರ್ಶಿ ಪ್ರಮಾಣವಚನ ಸ್ವೀಕರಿಸಿದರು. ಸಂಘದ ಪದಾಧಿಕಾರಿಗಳು, ಜಿಲ್ಲಾ ಸಮಿತಿಯ ಅಧ್ಯಕ್ಷ ಮುಖಂಡರು ಭಾಗವಹಿಸಿದ್ದರು. bbox=[576, 118, 710, 297]
masthead bbox=[0, 0, 945, 46]
story9-headline-a: ಪ್ರೀತಿಯನ್ನೇ ಹಂಚಿ bbox=[272, 1041, 445, 1076]
story2-byline: ■ ಬದಲಾವಣೆ ಸುದ್ದಿ bbox=[724, 94, 780, 103]
story9-photo bbox=[442, 1102, 592, 1242]
story3-col1: ಹಟ್ಟಿ ಚಿನ್ನದ ಗಣಿ: ಸ್ಟಾಫ್ ಹಾಗೂ ಕಾರ್ಮಿಕ ಸಂಘದ ಚುನಾವಣೆಗೆ ಮುನ್ನ ಎಐಟಿಯುಸಿ ಮಾಜಿ ಅಧ್ಯಕ್ಷ ಎಸ್.ಎಂ.ಶಫಿ ಅವರನ್ನು ಕಚೇರಿ ಗೃಹದಲ್ಲಿ ಕಾರ್ಮಿಕರು ಕೂಡಿ ಹಾಕಿದ ಘಟನೆ ನಡೆದಿದೆ. ಕಾರ್ಮಿಕ ಸಂಘದ ಹೆಸರಲ್ಲಿ ಮಾಡಿದ ಒಳ ವ್ಯವಹಾರ ಪ್ರಶ್ನಿಸಿ ಶನಿವಾರ ಎಐಟಿಯುಸಿ ಕಚೇರಿಯ ಮುಂದೆ ಹೋರಾಟ ನಡೆಸಿದರು. ಪೂರ್ವಾಹ್ನದ ಸಭೆಗೆ ಬಂದಿದ್ದ ಸ್ಟಾಫ್, ಕಾರ್ಮಿಕ ಸಂಘದ ಮಾಜಿ ಪ್ರಧಾನ ಕಾರ್ಯದರ್ಶಿ ವಿಜಯ ಭಾಸ್ಕರ್ ಅವರ ಬಿಡದ್ದ ಕಾರ್ಮಿಕರು ಗೇಟ್ ಬಳಿ ಘೋಷಣೆ ಕೂಗಿ ಆಕ್ರೋಶ ವ್ಯಕ್ತಪಡಿಸಿದರು. 'ನಮ್ಮನ್ನ ಬಗೆಹರಿಸುವಂತೆ ವಿಜಯ ಭಾಸ್ಕರ್ ವಿಶ್ವಾಸವಾಗಿದ್ದಾರೆ. ಈ ಚಾರಿಯ ಚುನಾವಣೆಯಲ್ಲಿ ಅವರು ಸೋಲುವುದು ಖಚಿತ' ಎಂದು ಕಾರ್ಮಿಕರು ಹೇಳಿದರು. ಸ್ಟಾಫ್ ಹಾಗೂ ಕಾರ್ಮಿಕ ಸಂಘದ ಎಐಟಿಯುಸಿ ಮಾಜಿ ಪ್ರಧಾನ ಕಾರ್ಯದರ್ಶಿ ಎಂದರು. ಏಐಟಿಯುಸಿ ಸಂಘದಲ್ಲಿ ಈ ಬಾರಿ ಹಣಬಲದಿಂದ ಕೋಟ ಟಿಕೆಟ್ ನೀಡಲು ಮುಂದಾಗಿದ್ದಾರೆ. bbox=[14, 512, 166, 691]
story8-body: ಕೊಪ್ಪಳ: ತಾಲ್ಲೂಕಿನ ಹುಲಿಗಿಯ ಹುಲಿಗೆಮ್ಮ ದೇವಿ ಜಾತ್ರೆ ಅಂಗವಾಗಿ ರಥೋತ್ಸವ ಮುನ್ನಾ ದಿನ ಎರಡು ದಿನಗಳು ಕಳೆದಿದ್ದು, ಈಗ ದೇವಸ್ಥಾನದ ಧಾರ್ಮಿಕ ಕಾರ್ಯಕ್ರಮಗಳು ನಡೆಯುತ್ತಿವೆ. ರಥೋತ್ಸವದ ದಿನ ಹಾಗೂ ಅದರ ಮರುದಿನ ಲಕ್ಷಾಂತರ ಭಕ್ತರು ದೇವಿಯ ದರ್ಶನ ಪಡೆದಿದ್ದಾರೆ. ವಾರಾಂತ್ಯವಾದ ಶನಿವಾರ ಜನರ ಸಂಖ್ಯೆ ಕಡಿಮೆಯಾಗಿದ್ದು, ವಿದ್ಯುತ್ ದೀಪಗಳ ಅಲಂಕಾರದಿಂದ ದೇವಸ್ಥಾನ ಹಾಗೂ ಸುತ್ತಮುತ್ತಲಿನ ವಾತಾವರಣ ಕಂಗೊಳಿಸುತ್ತಿದ್ದು, ಅಗ್ನಿಯಲ್ಲಿ ನಡೆಯುವುದು ಹಾಗೂ ನಾನಾ ತಯಾರಿಕೆಯ ಸಂಪ್ರದಾಯ ಪಾಲನೆ ನಡೆಯಿತು. ದ್ವಾದಶಿ ದಿನವಾದ ಶನಿವಾರ ಬೆಳಗಿನ ಜಾವ ಅಗ್ನಿಕುಂಡ ಹಾಯಲಾಯಿತು. ಎರಡು ದಿನಗಳ ಹಿಂದೆ ಕೊಂಡದ ಪೂಜಾ, ಗಂಗಾದೇವಿ ಪೂಜಾ, ದೇವಿಗೆ ಪ್ರಸಾದ ಸೇವೆ ನೀಡಲಾಯಿತು. ಬಾಳಿದಿನೆ ಆರೋಹಣ ಹಾಗೂ ಅನೇಕ ಕಾರ್ಯಕ್ರಮಗಳು ಜರುಗಿದವು. bbox=[14, 1308, 254, 1408]
story7-byline: ■ ಬದಲಾವಣೆ ಸುದ್ದಿ bbox=[14, 908, 70, 917]
divider bbox=[716, 56, 717, 396]
story9-col2: ಬಸವಾದಿ ಶರಣರ ತತ್ವಾದರ್ಶಗಳನ್ನು ಸಾರುವುದರಲ್ಲಿ ನಿರಂತರವಾಗಿ ಶ್ರಮಿಸುತ್ತಿರುವ ಶ್ರೀಗಳು ಸಮಾಜದ ಪ್ರತಿಯೊಂದು ವರ್ಗದ ಹಿತ ಕಾಯುವಲ್ಲಿ ಮುಂಚೂಣಿಯಲ್ಲಿದ್ದಾರೆ. ಮಠದ ಪರಂಪರೆಯನ್ನು ಉಳಿಸಿ ಬೆಳೆಸುವ ಜೊತೆಗೆ ಆಧುನಿಕ ಶಿಕ್ಷಣ ಸಂಸ್ಥೆಗಳನ್ನು ಸ್ಥಾಪಿಸಿ ಗ್ರಾಮೀಣ ಮಕ್ಕಳ ಭವಿಷ್ಯ ರೂಪಿಸುತ್ತಿದ್ದಾರೆ. ಅವರ ಆಶೀರ್ವಾದ ಪಡೆಯಲು ನಿತ್ಯ ನೂರಾರು ಭಕ್ತರು ಮಠಕ್ಕೆ ಆಗಮಿಸುತ್ತಾರೆ. ಭಕ್ತರ ಕಷ್ಟ ಸುಖಗಳಿಗೆ ಸ್ಪಂದಿಸುವ ಶ್ರೀಗಳ ಮಾತೃಹೃದಯ ಎಲ್ಲರನ್ನೂ ಸೆಳೆಯುತ್ತದೆ. ಬರಗಾಲ, ನೆರೆ ಹಾವಳಿಯಂತಹ ಸಂಕಷ್ಟದ ಸಂದರ್ಭಗಳಲ್ಲಿ ಜನರ ನೆರವಿಗೆ ಧಾವಿಸಿದ ಶ್ರೀಗಳ ಸೇವೆ ಅಪಾರ. ಪರಿಸರ ಸಂರಕ್ಷಣೆ, ಜಲ ಸಂರಕ್ಷಣೆ ಹಾಗೂ ವ್ಯಸನಮುಕ್ತ ಸಮಾಜ ನಿರ್ಮಾಣದ ಕನಸು ಹೊತ್ತು ಜಾಗೃತಿ ಅಭಿಯಾನ ನಡೆಸುತ್ತಿದ್ದಾರೆ. ಅವರ ಮಾರ್ಗದರ್ಶನದಲ್ಲಿ ಸಾವಿರಾರು ಕುಟುಂಬಗಳು ಸನ್ಮಾರ್ಗದಲ್ಲಿ ಸಾಗುತ್ತಿವೆ. ಶ್ರೀಗಳ ಜನ್ಮದಿನದ ಈ ಸುಸಂದರ್ಭದಲ್ಲಿ ನಾಡಿನ ಜನತೆ ಅವರಿಗೆ ಭಕ್ತಿಪೂರ್ವಕ ನಮನ ಸಲ್ಲಿಸುತ್ತಿದೆ. bbox=[442, 1246, 592, 1436]
divider bbox=[646, 404, 647, 812]
story3-byline: ■ ಬದಲಾವಣೆ ಸುದ್ದಿ bbox=[14, 498, 70, 507]
page-number: 02 bbox=[880, 12, 917, 42]
newspaper-brand: ಬದಲಾವಣೆ bbox=[468, 6, 572, 39]
story3-under-b: ಸ್ಟಾಫ್ ಹಾಗೂ ಕಾರ್ಮಿಕ ಸಂಘದ ಚುನಾವಣೆಯಲ್ಲಿ ಹೊಸ ಪೆನಲ್ ಅಧಿಕಾರಕ್ಕೆ ಬರಲಿದೆ. ಆ ಕುರಿತು ನಿಮ್ಮ ನಿರ್ಧಾರ ತಿಳಿಸಿ ಎಂದು ಒತ್ತಾಯಿಸಿದರು. ಈ ಸಂದರ್ಭದಲ್ಲಿ ಕಾರ್ಮಿಕ ಮುಖಂಡರಾದ ಅಶ್ವಾಂ ಶಾಂತಪ್ಪ, ಯಮನೂರಪ್ಪ, ಕೊಟ್ರೇಶ, ಸಿದ್ದಪ್ಪ ಮೊದಲಿ, ಮೈನುದ್ದೀನ್, ತಿಮ್ಮಣ್ಣ, ನಾಗರಾಜ, ಶರಣಬಸವ, ಮಲ್ಲಯ್ಯ, ಈರಣ್ಣ, ಗುರುರಾಜ, ರಾಮಣ್ಣ ಉಪಸ್ಥಿತರಿದ್ದರು. bbox=[330, 652, 484, 730]
photo-banner-title: ಪದಗ್ರಹಣ ಕಾರ್ಯಕ್ರಮ bbox=[286, 152, 524, 181]
divider bbox=[258, 1034, 259, 1520]
story8-headline-2: ಜಾತ್ರೆಯ ಸಂಭ್ರಮ bbox=[74, 1071, 194, 1095]
photo-stage-banner bbox=[270, 128, 540, 220]
story5-body-bottom: ಕುಟುಂಬಗಳಿಗೆ ನೆರವಾಗುವುದು ನನಗೆ ಗೌರವ ಮತ್ತು ಜವಾಬ್ದಾರಿ ಎಂದೂ ಅವರು ಹೇಳಿದ್ದಾರೆ. ನಮ್ಮ ಸೈನಿಕರು ಮಾಡಿದ ತ್ಯಾಗಗಳಿಗೆ ಬೆಲೆ ಕಟ್ಟಲು ಸಾಧ್ಯವಿಲ್ಲ. ಆದರೆ ನಾವು ಅವರ ಕುಟುಂಬಗಳನ್ನು ಬೆಂಬಲಿಸಬಹುದು. 'ವೀರ್ ನಾರಿಸ್' ಅವರನ್ನು ಸಬಲೀಕರಣಗೊಳಿಸುವುದು ಮತ್ತು ಅವರ ಮಕ್ಕಳ ಶಿಕ್ಷಣವನ್ನು ಬೆಂಬಲಿಸುವುದು ಈ ಉಪಕ್ರಮದ ಉದ್ದೇಶವಾಗಿದೆ' ಎಂದು ಪ್ರೀತಿ ಜಿಂಟಾ ಹೇಳಿದ್ದಾರೆ. 'ನಮ್ಮ ಸಶಸ್ತ್ರ ಪಡೆಗಳ ಧೈರ್ಯವನ್ನು ಗೌರವಿಸುತ್ತೇವೆ' ಎಂದರು. bbox=[652, 616, 938, 671]
story3-headline-1: ಹಟ್ಟಿ ಚಿನ್ನದ ಗಣಿ: ಎಐಟಿಯುಸಿ ಮಾಜಿ bbox=[14, 405, 322, 434]
